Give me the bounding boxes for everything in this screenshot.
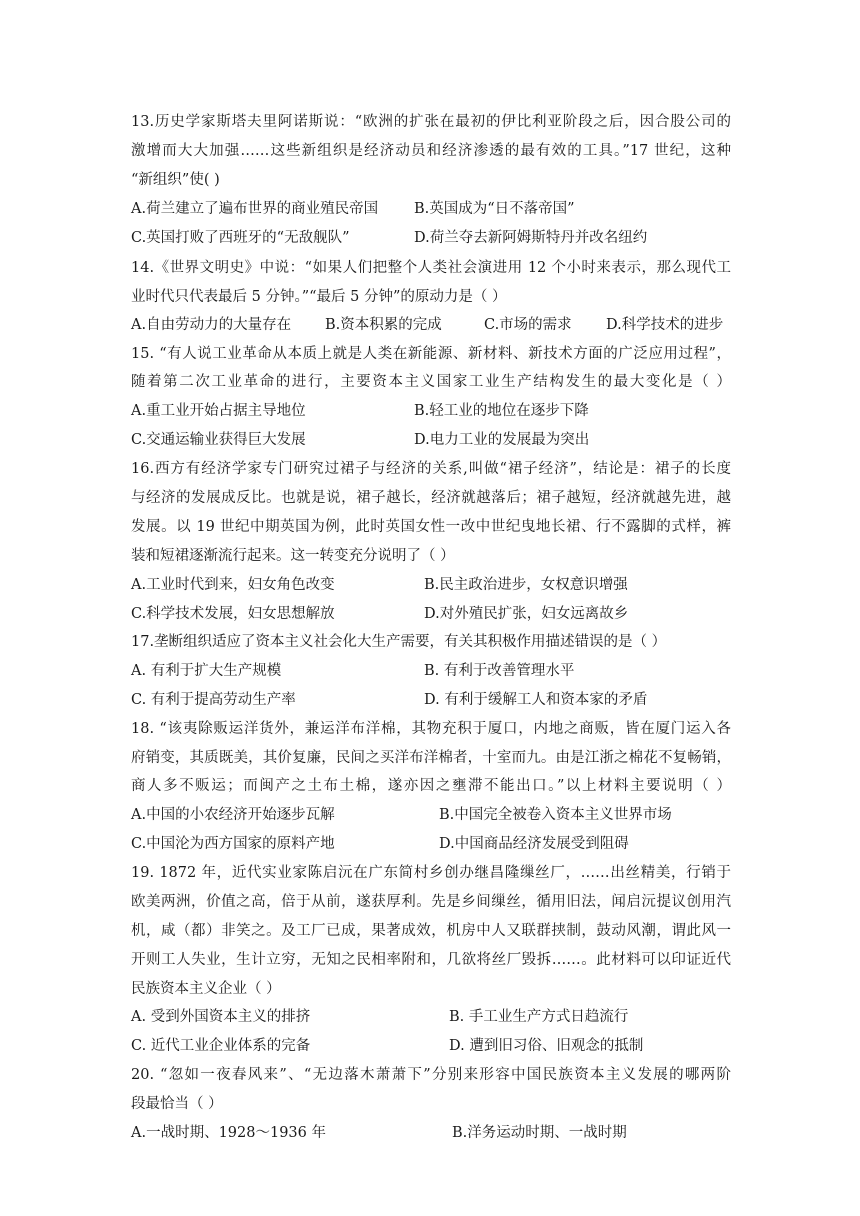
option-d: D.科学技术的进步 bbox=[606, 317, 724, 333]
option-c: C.科学技术发展，妇女思想解放 bbox=[131, 606, 335, 622]
option-a: A.荷兰建立了遍布世界的商业殖民帝国 bbox=[131, 201, 379, 217]
question-text-line: 欧美两洲，价值之高，倍于从前，遂获厚利。先是乡间缫丝，循用旧法，闻启沅提议创用汽 bbox=[131, 894, 731, 910]
option-a: A.工业时代到来，妇女角色改变 bbox=[131, 577, 335, 593]
question-text-line: 机，咸（都）非笑之。及工厂已成，果著成效，机房中人又联群挟制，鼓动风潮，谓此风一 bbox=[131, 923, 731, 939]
question-text-line: 13.历史学家斯塔夫里阿诺斯说：“欧洲的扩张在最初的伊比利亚阶段之后，因合股公司的 bbox=[131, 114, 731, 130]
question-text-line: “新组织”使( ) bbox=[131, 172, 220, 188]
question-text-line: 随着第二次工业革命的进行，主要资本主义国家工业生产结构发生的最大变化是（ ） bbox=[131, 374, 731, 390]
option-a: A. 有利于扩大生产规模 bbox=[131, 663, 282, 679]
option-d: D.电力工业的发展最为突出 bbox=[414, 432, 590, 448]
option-d: D.荷兰夺去新阿姆斯特丹并改名纽约 bbox=[414, 230, 648, 246]
question-text-line: 段最恰当（ ） bbox=[131, 1096, 223, 1112]
question-text-line: 19. 1872 年，近代实业家陈启沅在广东简村乡创办继昌隆缫丝厂，……出丝精美，行销于 bbox=[131, 865, 731, 881]
option-a: A.自由劳动力的大量存在 bbox=[131, 317, 292, 333]
option-b: B.民主政治进步，女权意识增强 bbox=[424, 577, 628, 593]
question-text-line: 装和短裙逐渐流行起来。这一转变充分说明了（ ） bbox=[131, 548, 455, 564]
option-c: C.英国打败了西班牙的“无敌舰队” bbox=[131, 230, 350, 246]
question-text-line: 16.西方有经济学家专门研究过裙子与经济的关系,叫做“裙子经济”，结论是：裙子的长度 bbox=[131, 461, 731, 477]
option-c: C. 近代工业企业体系的完备 bbox=[131, 1038, 311, 1054]
option-d: D.中国商品经济发展受到阻碍 bbox=[439, 836, 629, 852]
question-text-line: 17.垄断组织适应了资本主义社会化大生产需要，有关其积极作用描述错误的是（ ） bbox=[131, 634, 667, 650]
option-b: B.轻工业的地位在逐步下降 bbox=[414, 403, 589, 419]
question-text-line: 府销变，其质既美，其价复廉，民间之买洋布洋棉者，十室而九。由是江浙之棉花不复畅销， bbox=[131, 750, 731, 766]
option-a: A.一战时期、1928～1936 年 bbox=[131, 1125, 326, 1141]
option-a: A.重工业开始占据主导地位 bbox=[131, 403, 306, 419]
option-a: A.中国的小农经济开始逐步瓦解 bbox=[131, 807, 335, 823]
option-c: C.市场的需求 bbox=[484, 317, 572, 333]
question-text-line: 商人多不贩运；而闽产之土布土棉，遂亦因之壅滞不能出口。”以上材料主要说明（ ） bbox=[131, 778, 731, 794]
question-text-line: 发展。以 19 世纪中期英国为例，此时英国女性一改中世纪曳地长裙、行不露脚的式样，裤 bbox=[131, 519, 731, 535]
option-c: C. 有利于提高劳动生产率 bbox=[131, 692, 296, 708]
option-c: C.交通运输业获得巨大发展 bbox=[131, 432, 306, 448]
option-d: D. 遭到旧习俗、旧观念的抵制 bbox=[449, 1038, 644, 1054]
question-text-line: 业时代只代表最后 5 分钟。”“最后 5 分钟”的原动力是（ ） bbox=[131, 289, 507, 305]
question-text-line: 14.《世界文明史》中说：“如果人们把整个人类社会演进用 12 个小时来表示，那么现代工 bbox=[131, 260, 731, 276]
option-b: B.中国完全被卷入资本主义世界市场 bbox=[439, 807, 672, 823]
question-text-line: 15. “有人说工业革命从本质上就是人类在新能源、新材料、新技术方面的广泛应用过程”， bbox=[131, 346, 731, 362]
question-text-line: 开则工人失业，生计立穷，无知之民相率附和，几欲将丝厂毁拆……。此材料可以印证近代 bbox=[131, 952, 731, 968]
option-b: B.洋务运动时期、一战时期 bbox=[452, 1125, 627, 1141]
question-text-line: 18. “该夷除贩运洋货外，兼运洋布洋棉，其物充积于厦口，内地之商贩，皆在厦门运入各 bbox=[131, 721, 731, 737]
option-d: D.对外殖民扩张，妇女远离故乡 bbox=[424, 606, 629, 622]
option-b: B.资本积累的完成 bbox=[325, 317, 442, 333]
option-b: B. 有利于改善管理水平 bbox=[424, 663, 575, 679]
option-a: A. 受到外国资本主义的排挤 bbox=[131, 1009, 311, 1025]
option-b: B. 手工业生产方式日趋流行 bbox=[449, 1009, 629, 1025]
question-text-line: 激增而大大加强……这些新组织是经济动员和经济渗透的最有效的工具。”17 世纪，这种 bbox=[131, 143, 731, 159]
option-b: B.英国成为“日不落帝国” bbox=[414, 201, 575, 217]
question-text-line: 民族资本主义企业（ ） bbox=[131, 981, 281, 997]
question-text-line: 与经济的发展成反比。也就是说，裙子越长，经济就越落后；裙子越短，经济就越先进，越 bbox=[131, 490, 731, 506]
option-c: C.中国沦为西方国家的原料产地 bbox=[131, 836, 335, 852]
question-text-line: 20. “忽如一夜春风来”、“无边落木萧萧下”分别来形容中国民族资本主义发展的哪两阶 bbox=[131, 1067, 731, 1083]
option-d: D. 有利于缓解工人和资本家的矛盾 bbox=[424, 692, 648, 708]
